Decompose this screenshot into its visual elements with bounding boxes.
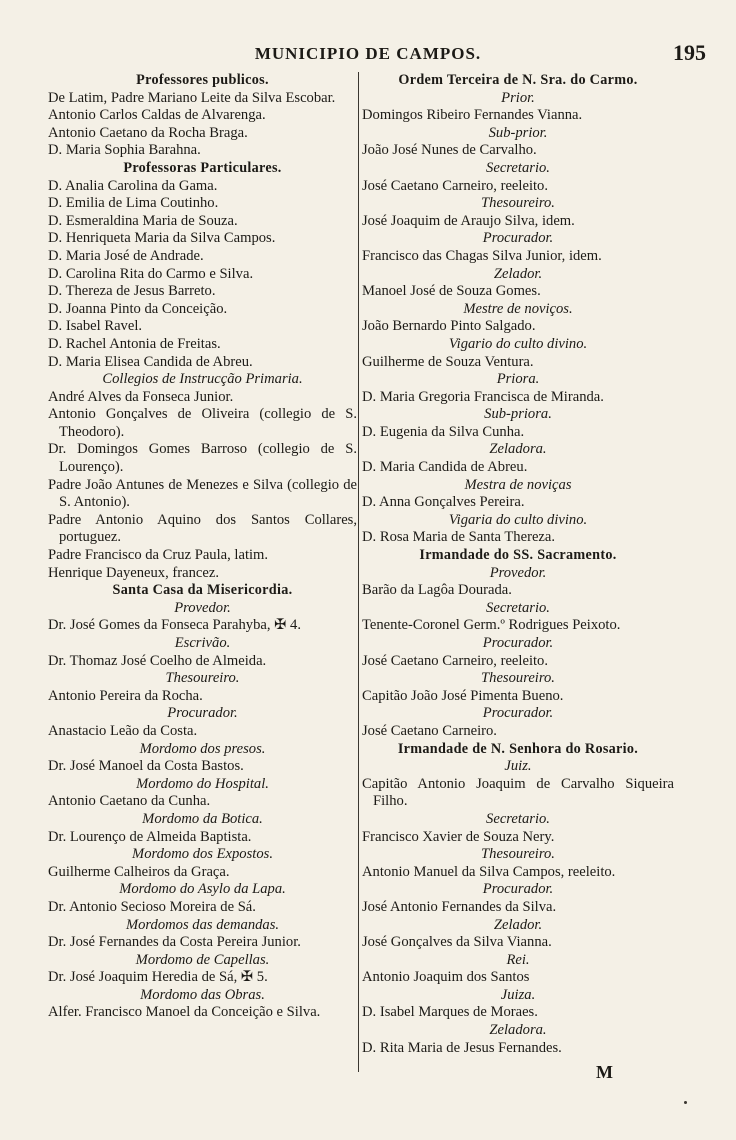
role-label: Thesoureiro. xyxy=(481,670,555,687)
person-entry: José Antonio Fernandes da Silva. xyxy=(362,898,557,915)
page-header xyxy=(0,40,736,70)
person-entry: Dr. José Fernandes da Costa Pereira Junior. xyxy=(48,934,301,951)
role-label: Secretario. xyxy=(486,599,550,616)
person-entry: D. Maria Sophia Barahna. xyxy=(48,142,201,159)
role-label: Priora. xyxy=(496,371,540,388)
role-label: Vigario do culto divino. xyxy=(448,335,588,352)
person-entry: José Joaquim de Araujo Silva, idem. xyxy=(362,212,575,229)
person-entry: Tenente-Coronel Germ.º Rodrigues Peixoto. xyxy=(362,617,621,634)
role-label: Mordomo do Asylo da Lapa. xyxy=(119,881,286,898)
person-entry: José Caetano Carneiro. xyxy=(362,722,497,739)
person-entry: D. Henriqueta Maria da Silva Campos. xyxy=(48,230,276,247)
page-title: MUNICIPIO DE CAMPOS. xyxy=(254,44,482,63)
person-entry: Francisco Xavier de Souza Nery. xyxy=(362,828,555,845)
role-label: Procurador. xyxy=(482,230,554,247)
person-entry: Henrique Dayeneux, francez. xyxy=(48,564,219,581)
person-entry: D. Rachel Antonia de Freitas. xyxy=(48,335,221,352)
person-entry: D. Eugenia da Silva Cunha. xyxy=(362,423,525,440)
person-entry: D. Joanna Pinto da Conceição. xyxy=(48,300,228,317)
role-label: Sub-prior. xyxy=(488,124,548,141)
person-entry: Antonio Caetano da Cunha. xyxy=(48,793,211,810)
role-label: Procurador. xyxy=(482,881,554,898)
role-label: Sub-priora. xyxy=(484,406,552,423)
person-entry: Dr. José Gomes da Fonseca Parahyba, ✠ 4. xyxy=(48,617,301,634)
role-label: Zelador. xyxy=(493,265,543,282)
section-heading: Professores publicos. xyxy=(136,72,269,88)
role-label: Secretario. xyxy=(486,810,550,827)
person-entry: Anastacio Leão da Costa. xyxy=(48,722,198,739)
left-column xyxy=(48,72,357,1022)
person-entry: De Latim, Padre Mariano Leite da Silva Escobar. xyxy=(48,89,336,106)
person-entry: Antonio Pereira da Rocha. xyxy=(48,687,203,704)
person-entry: D. Rita Maria de Jesus Fernandes. xyxy=(362,1039,562,1056)
person-entry: Guilherme Calheiros da Graça. xyxy=(48,863,230,880)
person-entry: José Caetano Carneiro, reeleito. xyxy=(362,652,548,669)
role-label: Provedor. xyxy=(489,564,547,581)
role-label: Procurador. xyxy=(167,705,238,722)
person-entry: Padre Antonio Aquino dos Santos Collares, portuguez. xyxy=(48,511,357,546)
person-entry: André Alves da Fonseca Junior. xyxy=(48,388,234,405)
person-entry: D. Anna Gonçalves Pereira. xyxy=(362,494,525,511)
role-label: Zeladora. xyxy=(489,441,547,458)
role-label: Zelador. xyxy=(493,916,543,933)
role-label: Thesoureiro. xyxy=(481,846,555,863)
role-label: Mestra de noviças xyxy=(464,476,572,493)
signature-mark: M xyxy=(596,1062,613,1082)
role-label: Mordomos das demandas. xyxy=(125,916,280,933)
person-entry: Padre Francisco da Cruz Paula, latim. xyxy=(48,547,269,564)
person-entry: D. Analia Carolina da Gama. xyxy=(48,177,218,194)
role-label: Juiz. xyxy=(504,758,532,775)
person-entry: D. Emilia de Lima Coutinho. xyxy=(48,195,219,212)
role-label: Mordomo dos presos. xyxy=(139,740,266,757)
role-label: Secretario. xyxy=(486,159,550,176)
role-label: Provedor. xyxy=(174,599,231,616)
person-entry: D. Maria Elisea Candida de Abreu. xyxy=(48,353,253,370)
person-entry: Dr. Lourenço de Almeida Baptista. xyxy=(48,828,252,845)
person-entry: Dr. Domingos Gomes Barroso (collegio de S. Lourenço). xyxy=(48,441,357,476)
role-label: Collegios de Instrucção Primaria. xyxy=(102,371,303,388)
role-label: Prior. xyxy=(501,89,535,106)
person-entry: Alfer. Francisco Manoel da Conceição e Silva. xyxy=(48,1004,321,1021)
role-label: Vigaria do culto divino. xyxy=(448,511,588,528)
person-entry: Padre João Antunes de Menezes e Silva (collegio de S. Antonio). xyxy=(48,476,357,511)
person-entry: Antonio Joaquim dos Santos xyxy=(362,969,530,986)
role-label: Mordomo de Capellas. xyxy=(135,951,270,968)
person-entry: D. Maria José de Andrade. xyxy=(48,247,204,264)
role-label: Mordomo da Botica. xyxy=(142,810,263,827)
role-label: Escrivão. xyxy=(174,635,231,651)
section-heading: Professoras Particulares. xyxy=(123,159,282,176)
column-divider xyxy=(358,72,359,1072)
role-label: Mordomo dos Expostos. xyxy=(132,846,273,863)
role-label: Procurador. xyxy=(482,705,554,722)
role-label: Procurador. xyxy=(482,635,554,651)
person-entry: D. Maria Gregoria Francisca de Miranda. xyxy=(362,388,604,405)
role-label: Mordomo das Obras. xyxy=(140,986,265,1003)
person-entry: D. Maria Candida de Abreu. xyxy=(362,459,528,476)
person-entry: Dr. Antonio Secioso Moreira de Sá. xyxy=(48,898,256,915)
person-entry: Dr. José Joaquim Heredia de Sá, ✠ 5. xyxy=(48,969,268,986)
person-entry: Capitão Antonio Joaquim de Carvalho Siqueira Filho. xyxy=(362,775,674,810)
person-entry: Antonio Carlos Caldas de Alvarenga. xyxy=(48,107,266,124)
person-entry: D. Esmeraldina Maria de Souza. xyxy=(48,212,238,229)
section-heading: Irmandade do SS. Sacramento. xyxy=(419,547,617,564)
person-entry: João Bernardo Pinto Salgado. xyxy=(362,318,536,335)
right-column xyxy=(362,72,674,1057)
person-entry: Guilherme de Souza Ventura. xyxy=(362,353,534,370)
person-entry: Dr. José Manoel da Costa Bastos. xyxy=(48,758,244,775)
person-entry: Antonio Gonçalves de Oliveira (collegio de S. Theodoro). xyxy=(48,406,357,440)
person-entry: Antonio Manuel da Silva Campos, reeleito. xyxy=(362,863,616,880)
role-label: Mestre de noviços. xyxy=(463,300,573,317)
role-label: Mordomo do Hospital. xyxy=(136,775,269,792)
role-label: Rei. xyxy=(506,951,530,968)
person-entry: D. Thereza de Jesus Barreto. xyxy=(48,283,216,300)
person-entry: Antonio Caetano da Rocha Braga. xyxy=(48,124,248,141)
page-number: 195 xyxy=(673,40,706,65)
person-entry: João José Nunes de Carvalho. xyxy=(362,142,537,159)
person-entry: Francisco das Chagas Silva Junior, idem. xyxy=(362,247,602,264)
person-entry: D. Carolina Rita do Carmo e Silva. xyxy=(48,265,254,282)
person-entry: José Caetano Carneiro, reeleito. xyxy=(362,177,548,194)
person-entry: Domingos Ribeiro Fernandes Vianna. xyxy=(362,107,583,124)
person-entry: D. Isabel Ravel. xyxy=(48,318,143,335)
person-entry: D. Isabel Marques de Moraes. xyxy=(362,1004,538,1021)
ink-speck xyxy=(684,1101,687,1104)
role-label: Juiza. xyxy=(500,986,536,1003)
person-entry: Capitão João José Pimenta Bueno. xyxy=(362,687,564,704)
person-entry: Manoel José de Souza Gomes. xyxy=(362,283,541,300)
role-label: Thesoureiro. xyxy=(165,670,240,687)
role-label: Zeladora. xyxy=(489,1022,547,1039)
section-heading: Santa Casa da Misericordia. xyxy=(112,582,293,599)
person-entry: Dr. Thomaz José Coelho de Almeida. xyxy=(48,652,267,669)
person-entry: José Gonçalves da Silva Vianna. xyxy=(362,934,552,951)
person-entry: D. Rosa Maria de Santa Thereza. xyxy=(362,529,556,546)
role-label: Thesoureiro. xyxy=(481,195,555,212)
person-entry: Barão da Lagôa Dourada. xyxy=(362,582,512,599)
section-heading: Irmandade de N. Senhora do Rosario. xyxy=(397,740,639,757)
section-heading: Ordem Terceira de N. Sra. do Carmo. xyxy=(398,72,638,88)
